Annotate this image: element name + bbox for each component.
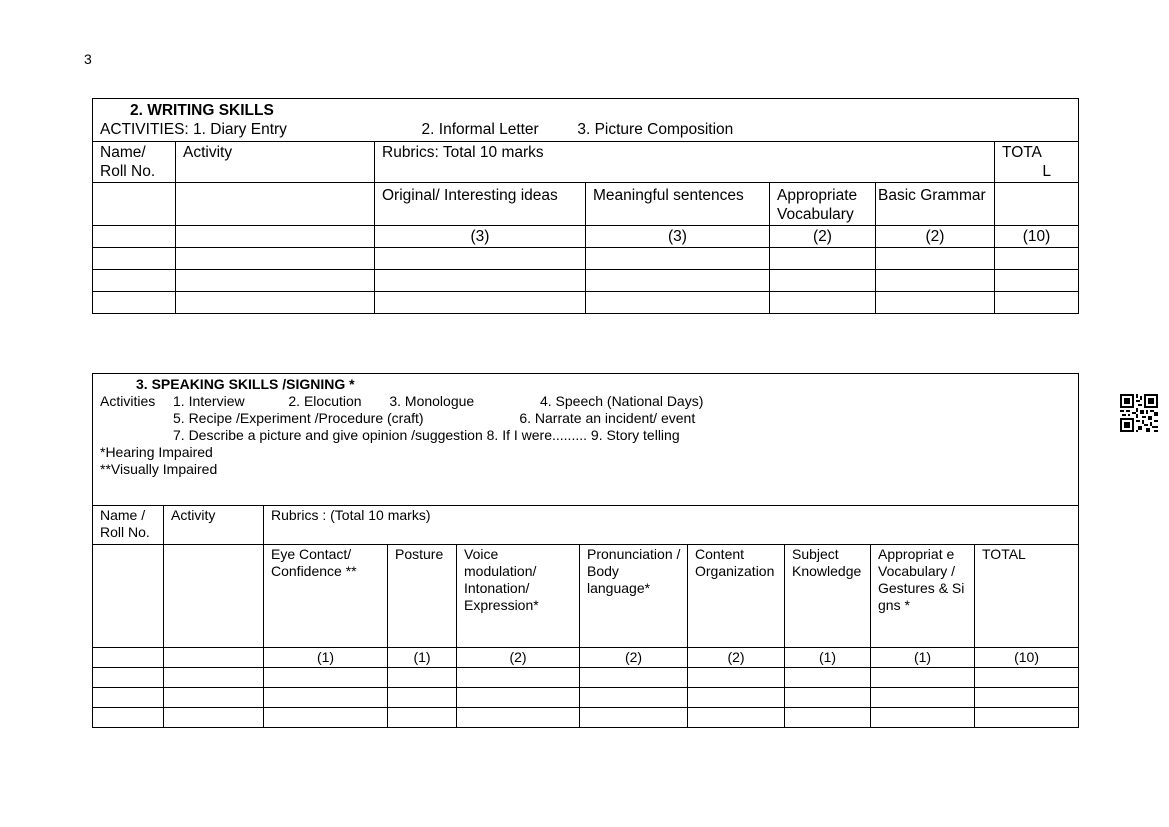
speaking-activity-5: 5. Recipe /Experiment /Procedure (craft) <box>173 410 424 426</box>
marks-empty-cell <box>176 226 375 248</box>
marks-eye-contact: (1) <box>264 648 388 668</box>
writing-activity-1: 1. Diary Entry <box>193 121 287 138</box>
rubric-meaningful-sentences: Meaningful sentences <box>586 183 770 226</box>
table-row <box>93 688 1079 708</box>
speaking-activities-line-2 <box>100 410 1071 427</box>
table-row <box>93 248 1079 270</box>
writing-activity-2: 2. Informal Letter <box>421 121 539 138</box>
table-row <box>93 708 1079 728</box>
marks-original-ideas: (3) <box>375 226 586 248</box>
marks-empty-cell <box>93 648 164 668</box>
table-row <box>93 668 1079 688</box>
page-number: 3 <box>84 51 92 67</box>
marks-empty-cell <box>93 226 176 248</box>
writing-activities-label: ACTIVITIES: <box>100 121 189 138</box>
rubric-content-organization: Content Organization <box>688 545 785 648</box>
rubric-eye-contact: Eye Contact/ Confidence ** <box>264 545 388 648</box>
speaking-activity-1: 1. Interview <box>173 393 245 409</box>
rubric-pronunciation: Pronunciation / Body language* <box>580 545 688 648</box>
rubric-voice-modulation: Voice modulation/ Intonation/ Expression* <box>457 545 580 648</box>
rubric-empty-cell <box>93 183 176 226</box>
marks-pronunciation: (2) <box>580 648 688 668</box>
speaking-activity-8: 8. If I were......... <box>486 427 588 443</box>
writing-skills-table <box>92 98 1079 314</box>
writing-activities <box>100 120 1071 139</box>
rubric-total: TOTAL <box>975 545 1079 648</box>
marks-posture: (1) <box>388 648 457 668</box>
speaking-header <box>93 374 1079 506</box>
speaking-activity-2: 2. Elocution <box>288 393 362 409</box>
speaking-activity-6: 6. Narrate an incident/ event <box>519 410 696 426</box>
speaking-title: 3. SPEAKING SKILLS /SIGNING * <box>136 376 355 392</box>
marks-content-organization: (2) <box>688 648 785 668</box>
rubric-appropriate-vocabulary: Appropriate Vocabulary <box>770 183 876 226</box>
rubric-posture: Posture <box>388 545 457 648</box>
speaking-skills-table <box>92 373 1079 728</box>
note-hearing-impaired: *Hearing Impaired <box>100 444 213 460</box>
marks-empty-cell <box>164 648 264 668</box>
writing-activity-3: 3. Picture Composition <box>577 121 734 138</box>
table-row <box>93 292 1079 314</box>
note-visually-impaired: **Visually Impaired <box>100 461 218 477</box>
speaking-activity-4: 4. Speech (National Days) <box>539 393 704 409</box>
col-total <box>995 142 1079 183</box>
table-row <box>93 270 1079 292</box>
marks-appropriate-vocabulary: (1) <box>871 648 975 668</box>
rubric-empty-cell <box>176 183 375 226</box>
rubric-subject-knowledge: Subject Knowledge <box>785 545 871 648</box>
writing-header <box>93 99 1079 142</box>
marks-meaningful-sentences: (3) <box>586 226 770 248</box>
col-name-roll: Name/ Roll No. <box>93 142 176 183</box>
marks-total: (10) <box>975 648 1079 668</box>
speaking-activity-9: 9. Story telling <box>590 427 680 443</box>
marks-basic-grammar: (2) <box>876 226 995 248</box>
rubric-original-ideas: Original/ Interesting ideas <box>375 183 586 226</box>
col-rubrics: Rubrics: Total 10 marks <box>375 142 995 183</box>
col-name-roll: Name / Roll No. <box>93 506 164 545</box>
marks-appropriate-vocabulary: (2) <box>770 226 876 248</box>
speaking-activities-line-3 <box>100 427 1071 444</box>
rubric-appropriate-vocabulary: Appropriat e Vocabulary / Gestures & Signs * <box>871 545 975 648</box>
rubric-empty-cell <box>995 183 1079 226</box>
speaking-activities-label: Activities <box>100 393 156 409</box>
rubric-basic-grammar: Basic Grammar <box>876 183 995 226</box>
rubric-empty-cell <box>164 545 264 648</box>
speaking-activity-3: 3. Monologue <box>389 393 475 409</box>
speaking-activity-7: 7. Describe a picture and give opinion /suggestion <box>173 427 483 443</box>
marks-voice-modulation: (2) <box>457 648 580 668</box>
rubric-empty-cell <box>93 545 164 648</box>
qr-code-icon <box>1120 394 1158 432</box>
col-activity: Activity <box>176 142 375 183</box>
marks-subject-knowledge: (1) <box>785 648 871 668</box>
writing-title: 2. WRITING SKILLS <box>130 102 274 119</box>
marks-total: (10) <box>995 226 1079 248</box>
col-activity: Activity <box>164 506 264 545</box>
col-total-line-2: L <box>1042 163 1052 180</box>
col-total-line-1: TOTA <box>1002 144 1042 161</box>
speaking-activities-line-1 <box>100 393 1071 410</box>
col-rubrics: Rubrics : (Total 10 marks) <box>264 506 1079 545</box>
